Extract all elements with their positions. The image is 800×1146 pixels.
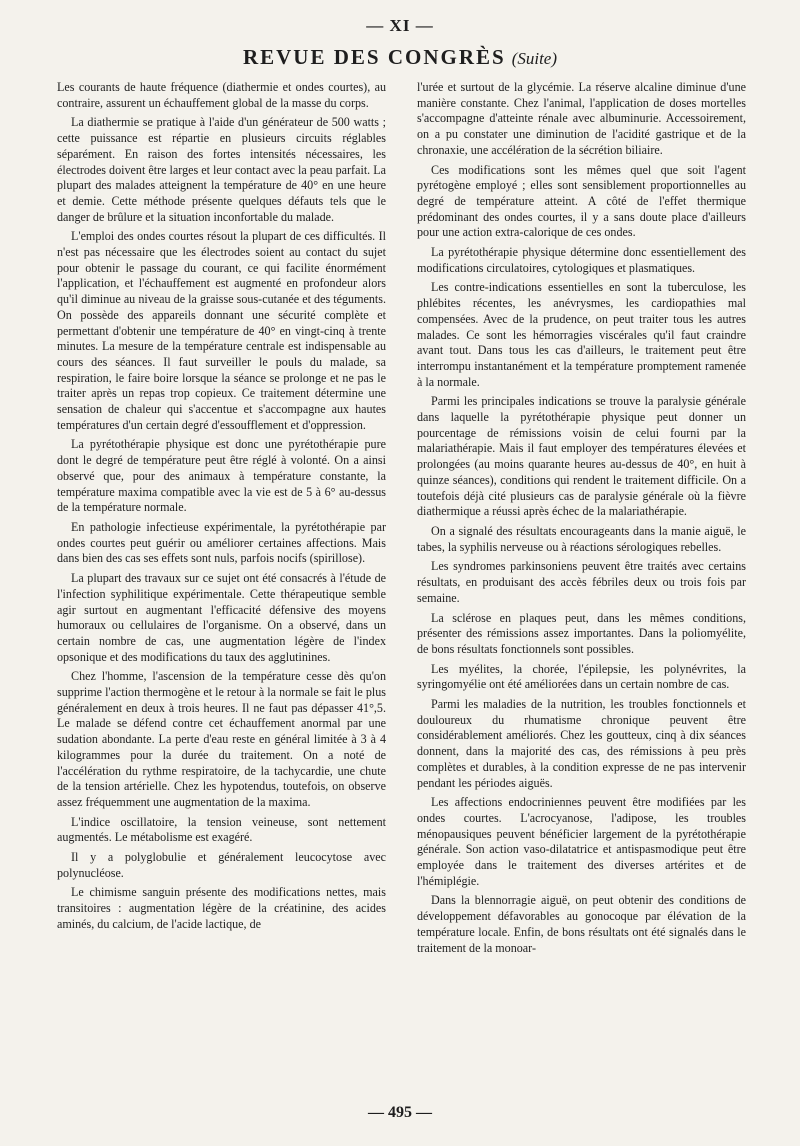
paragraph: Parmi les principales indications se trouve la paralysie générale dans laquelle la pyrétothérapie physique peut donner un pourcentage de rémissions voisin de celui fourni par la malariathérapie. Mais il faut employer des températures élevées et prolongées (au moins quarante heures au-dessus de 40°, en huit à quinze séances), conditions qui rendent le traitement difficile. On a toutefois déjà cité plusieurs cas de paralysie générale où la fièvre diathermique a réussi après échec de la malariathérapie. — [417, 394, 746, 519]
paragraph: L'indice oscillatoire, la tension veineuse, sont nettement augmentés. Le métabolisme est exagéré. — [57, 814, 386, 845]
paragraph: Chez l'homme, l'ascension de la température cesse dès qu'on supprime l'action thermogène et le retour à la normale se fait le plus généralement en deux à trois heures. Il ne faut pas dépasser 41°,5. Le malade se défend contre cet échauffement anormal par une sudation abondante. La perte d'eau reste en général limitée à 3 à 4 kilogrammes pour la durée du traitement. On a noté de l'accélération du rythme respiratoire, de la tachycardie, une chute de la tension artérielle. Chez les hypotendus, toutefois, on observe assez fréquemment une augmentation de la maxima. — [57, 669, 386, 809]
paragraph: Les affections endocriniennes peuvent être modifiées par les ondes courtes. L'acrocyanose, l'adipose, les troubles ménopausiques peuvent bénéficier largement de la pyrétothérapie générale. Son action vaso-dilatatrice et antispasmodique peut être employée dans le traitement des diverses artérites et de l'hémiplégie. — [417, 795, 746, 888]
paragraph: Ces modifications sont les mêmes quel que soit l'agent pyrétogène employé ; elles sont sensiblement proportionnelles au degré de température atteint. A côté de l'effet thermique prédominant des ondes courtes, il y a sans doute place d'ailleurs pour une action extra-calorique de ces ondes. — [417, 162, 746, 240]
page-subtitle: (Suite) — [511, 49, 558, 68]
paragraph: Dans la blennorragie aiguë, on peut obtenir des conditions de développement défavorables au gonocoque par élévation de la température locale. Enfin, de bons résultats ont été signalés dans le traitement de la monoar- — [417, 893, 746, 955]
paragraph: Il y a polyglobulie et généralement leucocytose avec polynucléose. — [57, 850, 386, 880]
paragraph: On a signalé des résultats encourageants dans la manie aiguë, le tabes, la syphilis nerveuse ou à réactions sérologiques rebelles. — [417, 523, 746, 554]
paragraph: Les contre-indications essentielles en sont la tuberculose, les phlébites récentes, les anévrysmes, les cardiopathies mal compensées. Avec de la prudence, on peut traiter tous les autres malades. Ce sont les hémorragies viscérales qu'il faut craindre avant tout. Dans tous les cas d'ailleurs, le traitement peut être interrompu instantanément et la température promptement ramenée à la normale. — [417, 280, 746, 389]
paragraph: Le chimisme sanguin présente des modifications nettes, mais transitoires : augmentation légère de la créatinine, des acides aminés, du calcium, de l'acide lactique, de — [57, 885, 386, 931]
page-title: REVUE DES CONGRÈS — [242, 45, 506, 69]
section-folio: — XI — — [366, 16, 434, 35]
paragraph: En pathologie infectieuse expérimentale, la pyrétothérapie par ondes courtes peut guérir ou améliorer certaines affections. Mais dans bien des cas ses effets sont nuls, parfois nocifs (spirillose). — [57, 519, 386, 566]
paragraph: La plupart des travaux sur ce sujet ont été consacrés à l'étude de l'infection syphilitique expérimentale. Cette thérapeutique semble agir surtout en augmentant l'efficacité défensive des moyens humoraux ou cellulaires de l'organisme. On a observé, dans un certain nombre de cas, une augmentation légère de l'index opsonique et des modifications du taux des agglutinines. — [57, 571, 386, 664]
paragraph: La diathermie se pratique à l'aide d'un générateur de 500 watts ; cette puissance est répartie en plusieurs circuits réglables séparément. En raison des fortes intensités nécessaires, les électrodes doivent être larges et leur contact avec la peau parfait. La plupart des malades atteignent la température de 40° en une heure et demie. Cette méthode présente quelques défauts tels que le danger de brûlure et la situation inconfortable du malade. — [57, 115, 386, 224]
paragraph: La pyrétothérapie physique est donc une pyrétothérapie pure dont le degré de température peut être réglé à volonté. On a ainsi observé que, pour des animaux à température constante, la température maxima compatible avec la vie est de 5 à 6° au-dessus de la température normale. — [57, 437, 386, 515]
paragraph: La sclérose en plaques peut, dans les mêmes conditions, présenter des rémissions assez importantes. Dans la poliomyélite, de bons résultats fonctionnels sont possibles. — [417, 610, 746, 656]
left-column — [57, 80, 386, 937]
paragraph: Les courants de haute fréquence (diathermie et ondes courtes), au contraire, assurent un échauffement global de la masse du corps. — [57, 80, 386, 110]
page-header — [0, 46, 800, 69]
paragraph: La pyrétothérapie physique détermine donc essentiellement des modifications circulatoires, cytologiques et plasmatiques. — [417, 245, 746, 275]
page-number: — 495 — — [368, 1104, 432, 1121]
paragraph: Les syndromes parkinsoniens peuvent être traités avec certains résultats, en produisant des accès fébriles deux ou trois fois par semaine. — [417, 559, 746, 605]
right-column — [417, 80, 746, 960]
paragraph: l'urée et surtout de la glycémie. La réserve alcaline diminue d'une manière constante. Chez l'animal, l'application de doses mortelles s'accompagne d'atteinte rénale avec albuminurie. Accessoirement, on a pu constater une diminution de l'acidité gastrique et de la chronaxie, une accélération de la sécrétion biliaire. — [417, 80, 746, 157]
paragraph: L'emploi des ondes courtes résout la plupart de ces difficultés. Il n'est pas nécessaire que les électrodes soient au contact du sujet pour obtenir le passage du courant, ce qui facilite énormément l'application, et l'échauffement est augmenté en profondeur alors qu'il diminue au niveau de la graisse sous-cutanée et des téguments. On possède des appareils donnant une sécurité complète et permettant d'obtenir une température de 40° en vingt-cinq à trente minutes. La mesure de la température centrale est indispensable au cours des séances. Il faut surveiller le pouls du malade, sa respiration, le faire boire lorsque la séance se prolonge et ne pas le traiter après un repas trop copieux. Ce traitement détermine une sensation de chaleur qui s'accentue et s'accompagne aux hautes températures d'un certain degré d'essoufflement et d'oppression. — [57, 229, 386, 432]
paragraph: Les myélites, la chorée, l'épilepsie, les polynévrites, la syringomyélie ont été améliorées dans un certain nombre de cas. — [417, 661, 746, 692]
paragraph: Parmi les maladies de la nutrition, les troubles fonctionnels et douloureux du rhumatisme chronique peuvent être considérablement améliorés. Chez les goutteux, cinq à dix séances donnent, dans la majorité des cas, des rémissions à peu près complètes et durables, à la condition expresse de ne pas intervenir pendant les périodes aiguës. — [417, 697, 746, 790]
